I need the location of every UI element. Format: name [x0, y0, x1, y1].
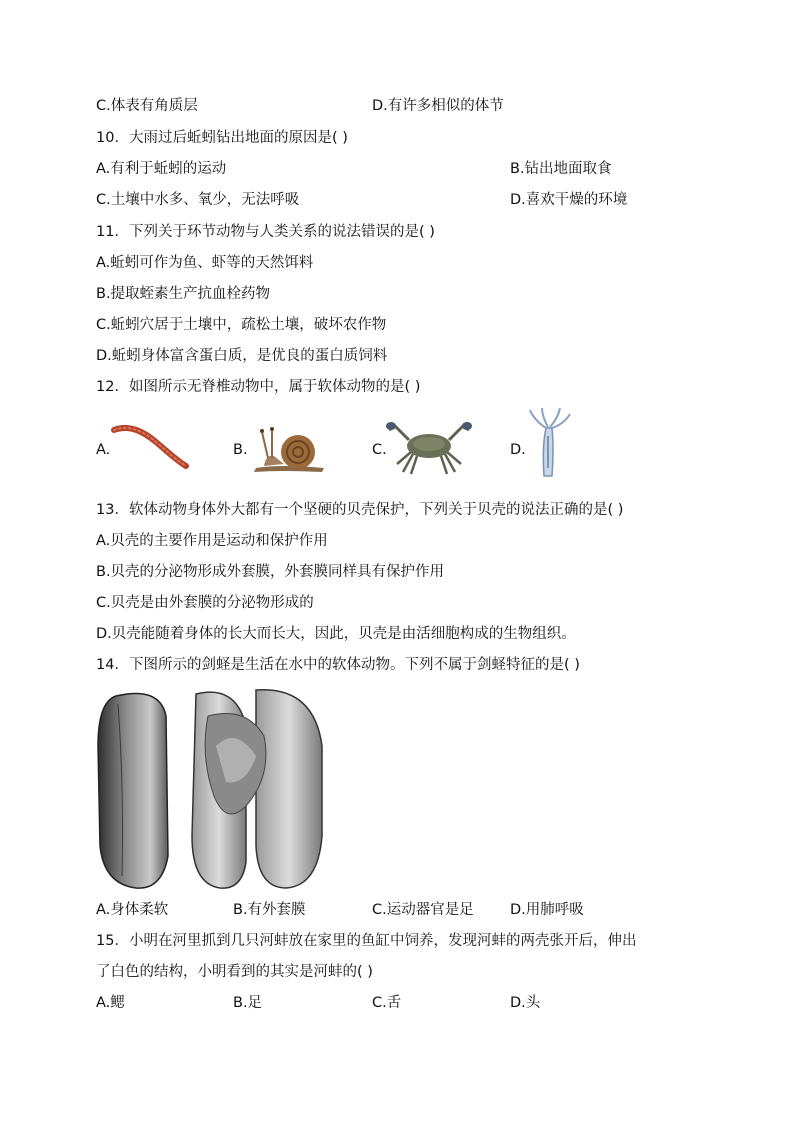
- q11-option-a: A.蚯蚓可作为鱼、虾等的天然饵料: [96, 255, 314, 271]
- q10-option-c: C.土壤中水多、氧少，无法呼吸: [96, 192, 300, 208]
- q13-option-a: A.贝壳的主要作用是运动和保护作用: [96, 533, 328, 549]
- q15-option-c: C.舌: [372, 995, 402, 1011]
- q11-option-d: D.蚯蚓身体富含蛋白质，是优良的蛋白质饲料: [96, 348, 388, 364]
- q12-label-b: B.: [233, 442, 248, 458]
- q13-stem: 13．软体动物身体外大都有一个坚硬的贝壳保护，下列关于贝壳的说法正确的是( ): [96, 502, 624, 518]
- q10-option-d: D.喜欢干燥的环境: [510, 192, 628, 208]
- q9-option-c: C.体表有角质层: [96, 98, 198, 114]
- crab-image: [385, 416, 473, 478]
- razor-clam-image: [96, 686, 328, 892]
- q14-option-d: D.用肺呼吸: [510, 902, 584, 918]
- q11-option-b: B.提取蛭素生产抗血栓药物: [96, 286, 271, 302]
- q11-option-c: C.蚯蚓穴居于土壤中，疏松土壤，破坏农作物: [96, 317, 387, 333]
- q13-option-d: D.贝壳能随着身体的长大而长大，因此，贝壳是由活细胞构成的生物组织。: [96, 626, 576, 642]
- q9-option-d: D.有许多相似的体节: [372, 98, 504, 114]
- earthworm-image: [110, 420, 190, 472]
- q15-option-a: A.鳃: [96, 995, 125, 1011]
- q14-stem: 14．下图所示的剑蛏是生活在水中的软体动物。下列不属于剑蛏特征的是( ): [96, 657, 580, 673]
- q15-option-d: D.头: [510, 995, 541, 1011]
- q10-option-a: A.有利于蚯蚓的运动: [96, 161, 227, 177]
- q14-option-b: B.有外套膜: [233, 902, 306, 918]
- q12-label-d: D.: [510, 442, 526, 458]
- q12-label-a: A.: [96, 442, 111, 458]
- q15-option-b: B.足: [233, 995, 263, 1011]
- q13-option-b: B.贝壳的分泌物形成外套膜，外套膜同样具有保护作用: [96, 564, 445, 580]
- hydra-image: [524, 406, 574, 480]
- q15-stem-line2: 了白色的结构，小明看到的其实是河蚌的( ): [96, 964, 373, 980]
- q14-option-c: C.运动器官是足: [372, 902, 474, 918]
- q11-stem: 11．下列关于环节动物与人类关系的说法错误的是( ): [96, 224, 435, 240]
- snail-image: [250, 418, 328, 474]
- q15-stem-line1: 15．小明在河里抓到几只河蚌放在家里的鱼缸中饲养，发现河蚌的两壳张开后，伸出: [96, 933, 637, 949]
- q10-option-b: B.钻出地面取食: [510, 161, 612, 177]
- q13-option-c: C.贝壳是由外套膜的分泌物形成的: [96, 595, 314, 611]
- q10-stem: 10．大雨过后蚯蚓钻出地面的原因是( ): [96, 130, 348, 146]
- q14-option-a: A.身体柔软: [96, 902, 169, 918]
- q12-stem: 12．如图所示无脊椎动物中，属于软体动物的是( ): [96, 379, 421, 395]
- q12-label-c: C.: [372, 442, 387, 458]
